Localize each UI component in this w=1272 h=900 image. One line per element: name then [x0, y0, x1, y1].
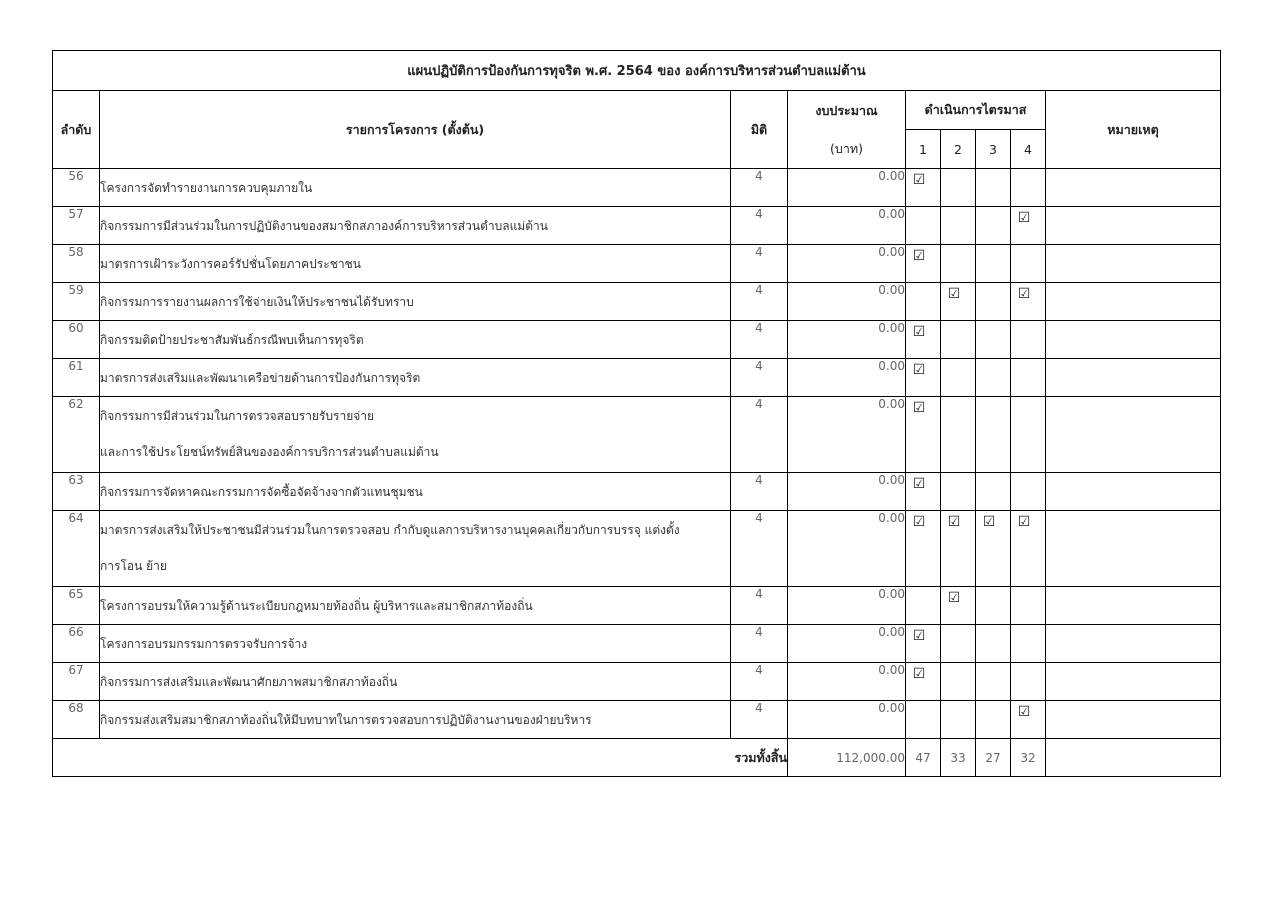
- row-project-name: [100, 397, 731, 473]
- project-name-line: มาตรการส่งเสริมและพัฒนาเครือข่ายด้านการป้องกันการทุจริต: [100, 371, 421, 385]
- row-project-name: [100, 283, 731, 321]
- row-quarter-4: [1011, 283, 1046, 321]
- row-quarter-1: [906, 663, 941, 701]
- row-quarter-4: [1011, 245, 1046, 283]
- table-row: [53, 473, 1221, 511]
- row-remark: [1046, 511, 1221, 587]
- table-row: [53, 321, 1221, 359]
- row-quarter-1: [906, 701, 941, 739]
- project-name-line: โครงการอบรมกรรมการตรวจรับการจ้าง: [100, 637, 308, 651]
- checked-box-icon: ☑: [912, 248, 926, 264]
- row-quarter-3: [976, 245, 1011, 283]
- row-quarter-1: [906, 587, 941, 625]
- total-label: รวมทั้งสิ้น: [53, 739, 788, 777]
- total-q4: 32: [1011, 739, 1046, 777]
- row-remark: [1046, 587, 1221, 625]
- row-quarter-4: [1011, 207, 1046, 245]
- header-q2: 2: [941, 130, 976, 169]
- checked-box-icon: ☑: [947, 590, 961, 606]
- table-row: [53, 283, 1221, 321]
- row-dimension: 4: [731, 587, 788, 625]
- checked-box-icon: ☑: [912, 514, 926, 530]
- row-budget: 0.00: [788, 397, 906, 473]
- row-quarter-3: [976, 473, 1011, 511]
- row-quarter-3: [976, 511, 1011, 587]
- row-order: 56: [53, 169, 100, 207]
- row-quarter-1: [906, 625, 941, 663]
- row-quarter-1: [906, 207, 941, 245]
- row-quarter-3: [976, 625, 1011, 663]
- table-row: [53, 587, 1221, 625]
- row-project-name: [100, 169, 731, 207]
- row-quarter-4: [1011, 625, 1046, 663]
- row-dimension: 4: [731, 663, 788, 701]
- row-dimension: 4: [731, 397, 788, 473]
- row-budget: 0.00: [788, 473, 906, 511]
- row-quarter-4: [1011, 321, 1046, 359]
- header-q4: 4: [1011, 130, 1046, 169]
- table-row: [53, 245, 1221, 283]
- row-project-name: [100, 625, 731, 663]
- row-quarter-2: [941, 245, 976, 283]
- checked-box-icon: ☑: [912, 476, 926, 492]
- table-row: [53, 511, 1221, 587]
- checked-box-icon: ☑: [912, 324, 926, 340]
- row-quarter-4: [1011, 359, 1046, 397]
- project-name-line: มาตรการเฝ้าระวังการคอร์รัปชั่นโดยภาคประชาชน: [100, 257, 361, 271]
- row-quarter-1: [906, 473, 941, 511]
- checked-box-icon: ☑: [1017, 704, 1031, 720]
- row-project-name: [100, 511, 731, 587]
- project-name-line: กิจกรรมการมีส่วนร่วมในการตรวจสอบรายรับรายจ่าย: [100, 409, 375, 423]
- table-row: [53, 701, 1221, 739]
- row-remark: [1046, 207, 1221, 245]
- row-dimension: 4: [731, 359, 788, 397]
- row-quarter-3: [976, 663, 1011, 701]
- project-name-line: กิจกรรมการรายงานผลการใช้จ่ายเงินให้ประชาชนได้รับทราบ: [100, 295, 414, 309]
- row-dimension: 4: [731, 169, 788, 207]
- row-dimension: 4: [731, 511, 788, 587]
- row-budget: 0.00: [788, 169, 906, 207]
- row-remark: [1046, 625, 1221, 663]
- row-quarter-4: [1011, 473, 1046, 511]
- row-quarter-2: [941, 169, 976, 207]
- row-budget: 0.00: [788, 359, 906, 397]
- row-quarter-1: [906, 321, 941, 359]
- row-project-name: [100, 321, 731, 359]
- row-quarter-2: [941, 663, 976, 701]
- header-remark: หมายเหตุ: [1046, 91, 1221, 169]
- row-quarter-1: [906, 283, 941, 321]
- row-quarter-3: [976, 321, 1011, 359]
- row-quarter-2: [941, 207, 976, 245]
- row-quarter-4: [1011, 169, 1046, 207]
- row-project-name: [100, 207, 731, 245]
- row-dimension: 4: [731, 245, 788, 283]
- row-quarter-2: [941, 587, 976, 625]
- row-quarter-1: [906, 169, 941, 207]
- row-quarter-2: [941, 321, 976, 359]
- checked-box-icon: ☑: [947, 514, 961, 530]
- row-order: 59: [53, 283, 100, 321]
- row-quarter-4: [1011, 397, 1046, 473]
- row-remark: [1046, 245, 1221, 283]
- table-row: [53, 359, 1221, 397]
- total-q2: 33: [941, 739, 976, 777]
- row-order: 66: [53, 625, 100, 663]
- row-dimension: 4: [731, 283, 788, 321]
- project-name-line: กิจกรรมการมีส่วนร่วมในการปฏิบัติงานของสมาชิกสภาองค์การบริหารส่วนตำบลแม่ต้าน: [100, 219, 548, 233]
- row-quarter-2: [941, 473, 976, 511]
- project-name-line: โครงการอบรมให้ความรู้ด้านระเบียบกฎหมายท้องถิ่น ผู้บริหารและสมาชิกสภาท้องถิ่น: [100, 599, 533, 613]
- total-budget: 112,000.00: [788, 739, 906, 777]
- checked-box-icon: ☑: [947, 286, 961, 302]
- row-remark: [1046, 283, 1221, 321]
- row-project-name: [100, 359, 731, 397]
- row-quarter-1: [906, 359, 941, 397]
- project-name-line: กิจกรรมการส่งเสริมและพัฒนาศักยภาพสมาชิกสภาท้องถิ่น: [100, 675, 398, 689]
- row-budget: 0.00: [788, 283, 906, 321]
- table-row: [53, 169, 1221, 207]
- row-quarter-3: [976, 359, 1011, 397]
- header-budget-line2: (บาท): [830, 140, 863, 156]
- row-order: 57: [53, 207, 100, 245]
- table-row: [53, 663, 1221, 701]
- row-order: 58: [53, 245, 100, 283]
- total-q3: 27: [976, 739, 1011, 777]
- header-quarter-group: ดำเนินการไตรมาส: [906, 91, 1046, 130]
- row-dimension: 4: [731, 473, 788, 511]
- row-budget: 0.00: [788, 511, 906, 587]
- row-quarter-1: [906, 245, 941, 283]
- row-quarter-2: [941, 511, 976, 587]
- row-remark: [1046, 397, 1221, 473]
- total-remark: [1046, 739, 1221, 777]
- row-order: 62: [53, 397, 100, 473]
- row-quarter-3: [976, 283, 1011, 321]
- row-budget: 0.00: [788, 701, 906, 739]
- project-name-line: มาตรการส่งเสริมให้ประชาชนมีส่วนร่วมในการตรวจสอบ กำกับดูแลการบริหารงานบุคคลเกี่ยวกับการบรรจุ แต่งตั้ง: [100, 523, 680, 537]
- project-name-line: กิจกรรมส่งเสริมสมาชิกสภาท้องถิ่นให้มีบทบาทในการตรวจสอบการปฏิบัติงานงานของฝ่ายบริหาร: [100, 713, 592, 727]
- project-name-line: และการใช้ประโยชน์ทรัพย์สินขององค์การบริการส่วนตำบลแม่ต้าน: [100, 445, 439, 459]
- row-budget: 0.00: [788, 663, 906, 701]
- row-budget: 0.00: [788, 245, 906, 283]
- row-dimension: 4: [731, 625, 788, 663]
- row-project-name: [100, 473, 731, 511]
- row-quarter-4: [1011, 663, 1046, 701]
- row-remark: [1046, 321, 1221, 359]
- row-quarter-3: [976, 207, 1011, 245]
- row-project-name: [100, 245, 731, 283]
- row-quarter-2: [941, 701, 976, 739]
- row-dimension: 4: [731, 207, 788, 245]
- checked-box-icon: ☑: [912, 666, 926, 682]
- row-order: 61: [53, 359, 100, 397]
- row-quarter-3: [976, 397, 1011, 473]
- header-q1: 1: [906, 130, 941, 169]
- row-project-name: [100, 663, 731, 701]
- checked-box-icon: ☑: [912, 362, 926, 378]
- row-order: 64: [53, 511, 100, 587]
- table-row: [53, 625, 1221, 663]
- project-name-line: กิจกรรมการจัดหาคณะกรรมการจัดซื้อจัดจ้างจากตัวแทนชุมชน: [100, 485, 423, 499]
- row-budget: 0.00: [788, 625, 906, 663]
- row-remark: [1046, 169, 1221, 207]
- checked-box-icon: ☑: [982, 514, 996, 530]
- row-quarter-3: [976, 587, 1011, 625]
- project-name-line: กิจกรรมติดป้ายประชาสัมพันธ์กรณีพบเห็นการทุจริต: [100, 333, 364, 347]
- header-q3: 3: [976, 130, 1011, 169]
- row-order: 68: [53, 701, 100, 739]
- total-q1: 47: [906, 739, 941, 777]
- checked-box-icon: ☑: [912, 400, 926, 416]
- row-quarter-4: [1011, 587, 1046, 625]
- row-remark: [1046, 359, 1221, 397]
- project-rows: [53, 169, 1221, 739]
- row-order: 67: [53, 663, 100, 701]
- table-row: [53, 207, 1221, 245]
- row-order: 65: [53, 587, 100, 625]
- checked-box-icon: ☑: [1017, 210, 1031, 226]
- row-project-name: [100, 701, 731, 739]
- plan-table: [52, 50, 1221, 777]
- checked-box-icon: ☑: [1017, 286, 1031, 302]
- row-quarter-4: [1011, 701, 1046, 739]
- row-quarter-2: [941, 283, 976, 321]
- row-quarter-2: [941, 625, 976, 663]
- row-remark: [1046, 701, 1221, 739]
- project-name-line: โครงการจัดทำรายงานการควบคุมภายใน: [100, 181, 313, 195]
- row-quarter-4: [1011, 511, 1046, 587]
- row-remark: [1046, 663, 1221, 701]
- table-row: [53, 397, 1221, 473]
- row-remark: [1046, 473, 1221, 511]
- checked-box-icon: ☑: [1017, 514, 1031, 530]
- header-budget-line1: งบประมาณ: [815, 102, 878, 118]
- checked-box-icon: ☑: [912, 172, 926, 188]
- row-quarter-1: [906, 397, 941, 473]
- project-name-line: การโอน ย้าย: [100, 559, 167, 573]
- row-budget: 0.00: [788, 321, 906, 359]
- document-title: แผนปฏิบัติการป้องกันการทุจริต พ.ศ. 2564 ของ องค์การบริหารส่วนตำบลแม่ต้าน: [53, 51, 1221, 91]
- header-order: ลำดับ: [53, 91, 100, 169]
- row-budget: 0.00: [788, 587, 906, 625]
- row-dimension: 4: [731, 321, 788, 359]
- row-quarter-3: [976, 169, 1011, 207]
- row-order: 63: [53, 473, 100, 511]
- row-budget: 0.00: [788, 207, 906, 245]
- row-order: 60: [53, 321, 100, 359]
- row-quarter-2: [941, 359, 976, 397]
- header-project: รายการโครงการ (ตั้งต้น): [100, 91, 731, 169]
- row-quarter-3: [976, 701, 1011, 739]
- header-budget: [788, 91, 906, 169]
- checked-box-icon: ☑: [912, 628, 926, 644]
- row-quarter-2: [941, 397, 976, 473]
- row-quarter-1: [906, 511, 941, 587]
- row-dimension: 4: [731, 701, 788, 739]
- row-project-name: [100, 587, 731, 625]
- header-dimension: มิติ: [731, 91, 788, 169]
